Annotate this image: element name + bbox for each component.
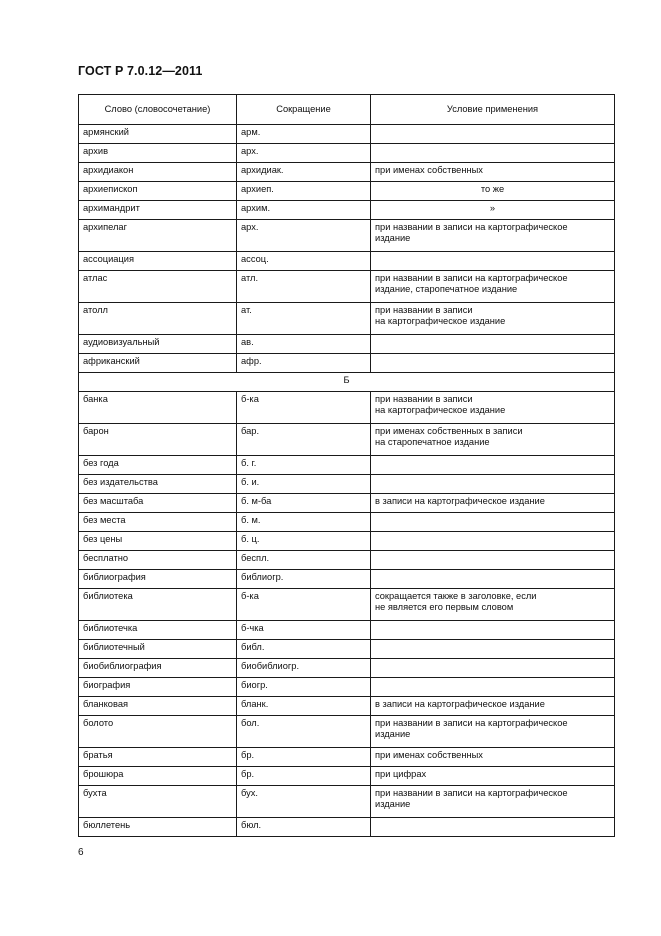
table-body — [79, 125, 615, 837]
column-header-condition: Условие применения — [371, 95, 615, 125]
table-row — [79, 163, 615, 182]
cell-abbreviation: библиогр. — [237, 570, 371, 589]
cell-abbreviation: б-ка — [237, 589, 371, 621]
cell-abbreviation: архим. — [237, 201, 371, 220]
cell-abbreviation: б-ка — [237, 392, 371, 424]
cell-abbreviation: бол. — [237, 716, 371, 748]
cell-word: архиепископ — [79, 182, 237, 201]
table-row — [79, 659, 615, 678]
cell-condition — [371, 818, 615, 837]
cell-condition: при названии в записи на картографическое издание — [371, 303, 615, 335]
table-row — [79, 271, 615, 303]
cell-word: барон — [79, 424, 237, 456]
table-row — [79, 475, 615, 494]
cell-word: атолл — [79, 303, 237, 335]
column-header-word: Слово (словосочетание) — [79, 95, 237, 125]
cell-condition — [371, 513, 615, 532]
cell-abbreviation: бар. — [237, 424, 371, 456]
cell-word: без масштаба — [79, 494, 237, 513]
cell-word: биография — [79, 678, 237, 697]
cell-condition: при именах собственных в записи на старопечатное издание — [371, 424, 615, 456]
cell-condition: при названии в записи на картографическое издание — [371, 786, 615, 818]
cell-abbreviation: атл. — [237, 271, 371, 303]
cell-word: без года — [79, 456, 237, 475]
table-row — [79, 252, 615, 271]
cell-condition — [371, 621, 615, 640]
cell-condition: при названии в записи на картографическое издание, старопечатное издание — [371, 271, 615, 303]
table-row — [79, 456, 615, 475]
table-row — [79, 335, 615, 354]
cell-condition — [371, 144, 615, 163]
table-row — [79, 125, 615, 144]
cell-condition — [371, 125, 615, 144]
cell-word: архив — [79, 144, 237, 163]
cell-condition — [371, 570, 615, 589]
table-row — [79, 748, 615, 767]
table-row — [79, 697, 615, 716]
table-row — [79, 818, 615, 837]
cell-abbreviation: бр. — [237, 767, 371, 786]
cell-condition — [371, 456, 615, 475]
page-number: 6 — [78, 847, 84, 858]
table-row — [79, 494, 615, 513]
cell-word: биобиблиография — [79, 659, 237, 678]
cell-abbreviation: афр. — [237, 354, 371, 373]
cell-condition — [371, 678, 615, 697]
cell-condition: при названии в записи на картографическое издание — [371, 716, 615, 748]
cell-word: архимандрит — [79, 201, 237, 220]
cell-word: архидиакон — [79, 163, 237, 182]
table-row — [79, 678, 615, 697]
cell-word: бухта — [79, 786, 237, 818]
table-row — [79, 424, 615, 456]
cell-abbreviation: беспл. — [237, 551, 371, 570]
cell-abbreviation: ассоц. — [237, 252, 371, 271]
cell-abbreviation: арх. — [237, 220, 371, 252]
table-row — [79, 303, 615, 335]
column-header-abbreviation: Сокращение — [237, 95, 371, 125]
table-row — [79, 354, 615, 373]
cell-abbreviation: архидиак. — [237, 163, 371, 182]
section-letter: Б — [79, 373, 615, 392]
cell-abbreviation: бланк. — [237, 697, 371, 716]
cell-condition: при именах собственных — [371, 163, 615, 182]
cell-abbreviation: арх. — [237, 144, 371, 163]
cell-condition — [371, 551, 615, 570]
table-row — [79, 716, 615, 748]
cell-condition: то же — [371, 182, 615, 201]
cell-abbreviation: б. г. — [237, 456, 371, 475]
cell-condition: в записи на картографическое издание — [371, 697, 615, 716]
cell-word: библиография — [79, 570, 237, 589]
table-row — [79, 589, 615, 621]
table-row — [79, 220, 615, 252]
cell-abbreviation: б. м-ба — [237, 494, 371, 513]
table-row — [79, 570, 615, 589]
cell-condition — [371, 640, 615, 659]
cell-word: братья — [79, 748, 237, 767]
cell-abbreviation: б-чка — [237, 621, 371, 640]
table-row — [79, 767, 615, 786]
cell-word: банка — [79, 392, 237, 424]
cell-abbreviation: б. ц. — [237, 532, 371, 551]
table-row — [79, 201, 615, 220]
cell-word: бесплатно — [79, 551, 237, 570]
table-row — [79, 532, 615, 551]
cell-condition: сокращается также в заголовке, если не является его первым словом — [371, 589, 615, 621]
cell-condition: при названии в записи на картографическое издание — [371, 220, 615, 252]
cell-abbreviation: архиеп. — [237, 182, 371, 201]
table-row — [79, 392, 615, 424]
cell-condition — [371, 354, 615, 373]
cell-condition: в записи на картографическое издание — [371, 494, 615, 513]
cell-condition: при цифрах — [371, 767, 615, 786]
cell-word: болото — [79, 716, 237, 748]
table-row — [79, 640, 615, 659]
cell-abbreviation: бюл. — [237, 818, 371, 837]
cell-word: архипелаг — [79, 220, 237, 252]
cell-word: без издательства — [79, 475, 237, 494]
cell-abbreviation: б. и. — [237, 475, 371, 494]
cell-abbreviation: ав. — [237, 335, 371, 354]
cell-word: библиотечка — [79, 621, 237, 640]
cell-condition — [371, 252, 615, 271]
cell-abbreviation: биобиблиогр. — [237, 659, 371, 678]
cell-word: аудиовизуальный — [79, 335, 237, 354]
cell-word: африканский — [79, 354, 237, 373]
cell-abbreviation: бр. — [237, 748, 371, 767]
cell-condition: при именах собственных — [371, 748, 615, 767]
cell-word: брошюра — [79, 767, 237, 786]
cell-condition — [371, 335, 615, 354]
table-row — [79, 144, 615, 163]
cell-abbreviation: арм. — [237, 125, 371, 144]
cell-word: без места — [79, 513, 237, 532]
cell-word: ассоциация — [79, 252, 237, 271]
table-row — [79, 513, 615, 532]
cell-word: атлас — [79, 271, 237, 303]
cell-condition: » — [371, 201, 615, 220]
cell-abbreviation: бух. — [237, 786, 371, 818]
cell-word: без цены — [79, 532, 237, 551]
table-row — [79, 621, 615, 640]
cell-word: библиотечный — [79, 640, 237, 659]
table-row — [79, 182, 615, 201]
cell-condition — [371, 532, 615, 551]
cell-abbreviation: б. м. — [237, 513, 371, 532]
cell-abbreviation: ат. — [237, 303, 371, 335]
cell-word: бланковая — [79, 697, 237, 716]
cell-condition: при названии в записи на картографическое издание — [371, 392, 615, 424]
cell-word: бюллетень — [79, 818, 237, 837]
cell-word: армянский — [79, 125, 237, 144]
cell-condition — [371, 659, 615, 678]
cell-abbreviation: библ. — [237, 640, 371, 659]
table-row — [79, 786, 615, 818]
abbreviation-table — [78, 94, 615, 837]
document-title: ГОСТ Р 7.0.12—2011 — [78, 64, 203, 78]
table-header-row — [79, 95, 615, 125]
table-row — [79, 551, 615, 570]
cell-abbreviation: биогр. — [237, 678, 371, 697]
cell-word: библиотека — [79, 589, 237, 621]
cell-condition — [371, 475, 615, 494]
section-row — [79, 373, 615, 392]
